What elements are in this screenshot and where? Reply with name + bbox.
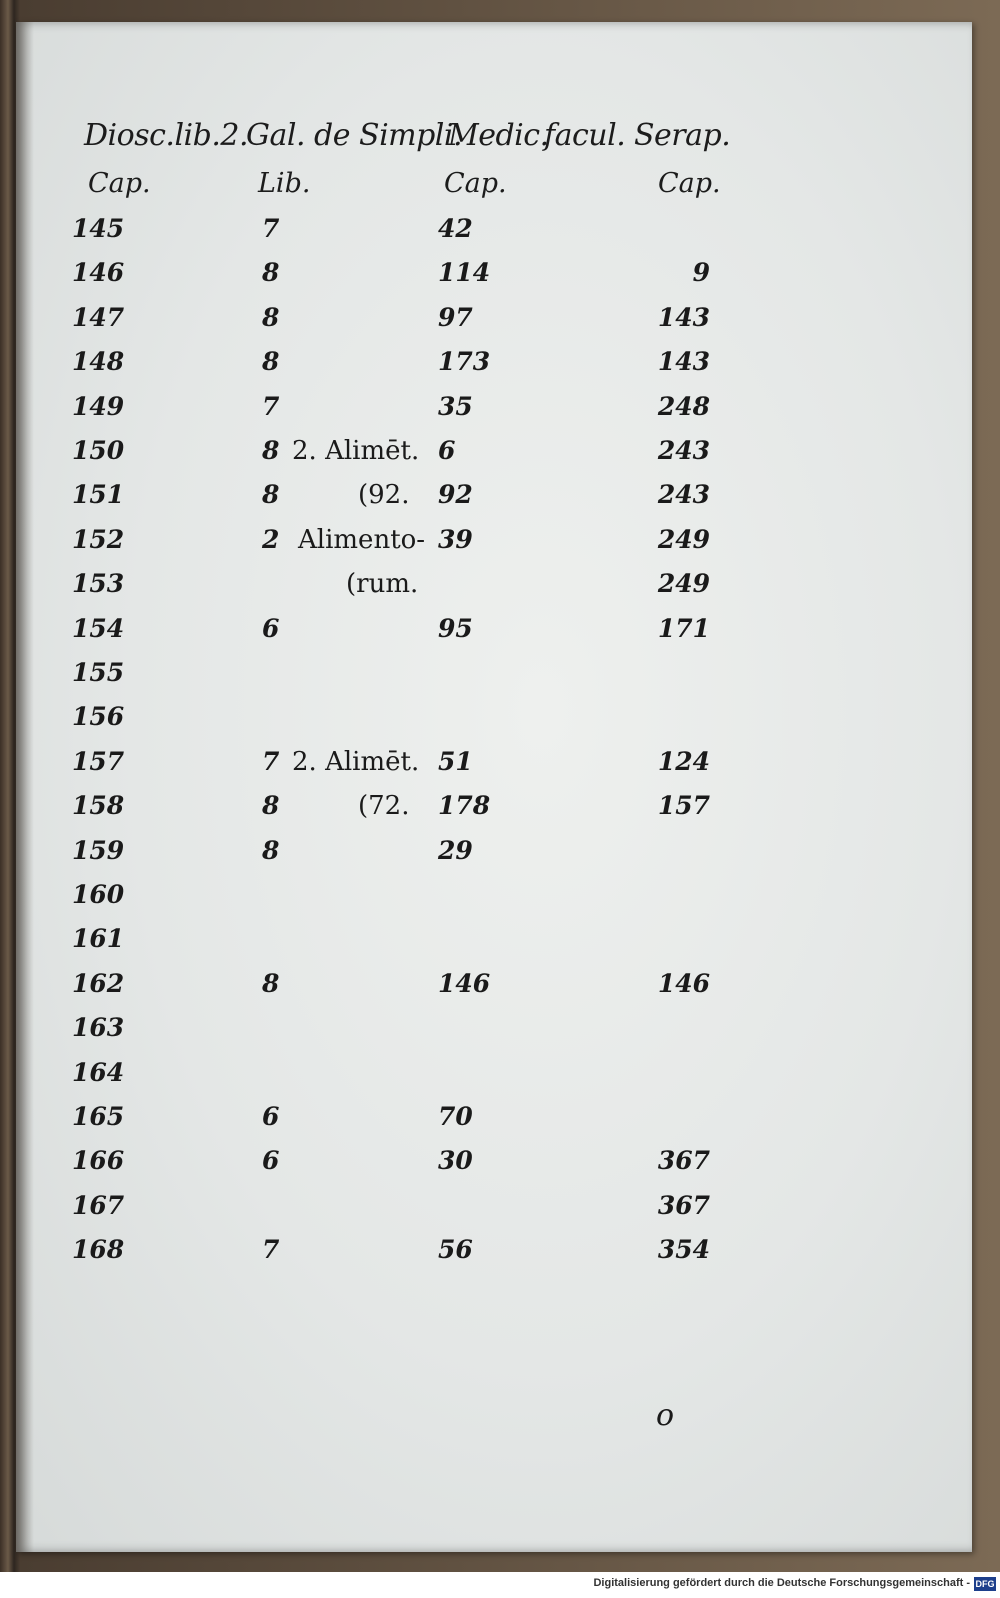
table-row xyxy=(0,702,1000,746)
header-facul: facul. xyxy=(544,118,626,153)
galen-chapter-cell: 97 xyxy=(438,302,473,332)
dios-chapter-cell: 157 xyxy=(72,746,125,776)
footer-bar xyxy=(0,1572,1000,1598)
dios-chapter-cell: 160 xyxy=(72,880,125,909)
table-row xyxy=(0,658,1000,702)
galen-book-cell: 8 xyxy=(262,968,280,998)
table-row xyxy=(0,924,1000,968)
subheader-serap-cap: Cap. xyxy=(658,168,721,199)
dios-chapter-cell: 155 xyxy=(72,658,125,687)
dios-chapter-cell: 161 xyxy=(72,924,125,954)
serapion-chapter-cell: 9 xyxy=(692,258,710,288)
galen-chapter-cell: 146 xyxy=(438,968,491,998)
galen-book-cell: 8 xyxy=(262,436,280,465)
galen-chapter-cell: 39 xyxy=(438,524,473,554)
subheader-lib: Lib. xyxy=(258,168,311,199)
alimentorum-note-cell: (rum. xyxy=(346,569,419,600)
alimentorum-note-cell: 2. Alimēt. xyxy=(292,746,420,777)
dios-chapter-cell: 159 xyxy=(72,835,125,865)
galen-chapter-cell: 35 xyxy=(438,391,473,421)
dios-chapter-cell: 165 xyxy=(72,1102,125,1131)
galen-book-cell: 7 xyxy=(262,391,280,421)
galen-chapter-cell: 178 xyxy=(438,791,491,821)
serapion-chapter-cell: 124 xyxy=(657,746,710,776)
dios-chapter-cell: 147 xyxy=(72,302,125,332)
dios-chapter-cell: 145 xyxy=(72,214,125,243)
table-row xyxy=(0,1191,1000,1235)
table-row xyxy=(0,392,1000,436)
header-medic: Medic. xyxy=(448,118,549,153)
serapion-chapter-cell: 143 xyxy=(657,347,710,377)
serapion-chapter-cell: 248 xyxy=(657,391,710,421)
table-row xyxy=(0,303,1000,347)
subheader-cap: Cap. xyxy=(444,168,507,199)
serapion-chapter-cell: 171 xyxy=(657,613,710,643)
table-row xyxy=(0,525,1000,569)
dios-chapter-cell: 168 xyxy=(72,1235,125,1265)
alimentorum-note-cell: 2. Alimēt. xyxy=(292,436,420,466)
table-row xyxy=(0,214,1000,258)
dios-chapter-cell: 154 xyxy=(72,613,125,643)
dios-chapter-cell: 148 xyxy=(72,347,125,377)
galen-book-cell: 7 xyxy=(262,746,280,776)
dios-chapter-cell: 167 xyxy=(72,1190,125,1220)
table-row xyxy=(0,1013,1000,1057)
table-row xyxy=(0,969,1000,1013)
galen-book-cell: 8 xyxy=(262,835,280,865)
galen-book-cell: 8 xyxy=(262,791,280,821)
galen-chapter-cell: 30 xyxy=(438,1146,473,1176)
galen-book-cell: 7 xyxy=(262,1235,280,1265)
serapion-chapter-cell: 367 xyxy=(657,1190,710,1220)
galen-chapter-cell: 95 xyxy=(438,613,473,643)
dios-chapter-cell: 162 xyxy=(72,968,125,998)
galen-book-cell: 6 xyxy=(262,1102,280,1131)
dios-chapter-cell: 146 xyxy=(72,258,125,288)
table-row xyxy=(0,258,1000,302)
galen-book-cell: 8 xyxy=(262,347,280,377)
table-row xyxy=(0,347,1000,391)
galen-book-cell: 8 xyxy=(262,258,280,288)
serapion-chapter-cell: 146 xyxy=(657,968,710,998)
dios-chapter-cell: 153 xyxy=(72,569,125,599)
galen-chapter-cell: 51 xyxy=(438,746,473,776)
dfg-logo: DFG xyxy=(975,1579,995,1589)
galen-chapter-cell: 6 xyxy=(438,436,456,465)
table-row xyxy=(0,436,1000,480)
dios-chapter-cell: 151 xyxy=(72,480,125,510)
serapion-chapter-cell: 243 xyxy=(657,436,710,465)
table-row xyxy=(0,1102,1000,1146)
dios-chapter-cell: 166 xyxy=(72,1146,125,1176)
galen-book-cell: 2 xyxy=(262,524,280,554)
serapion-chapter-cell: 143 xyxy=(657,302,710,332)
footer-credit: Digitalisierung gefördert durch die Deutsche Forschungsgemeinschaft - xyxy=(593,1577,970,1589)
header-galen: Gal. de Simpli. xyxy=(246,118,463,153)
galen-chapter-cell: 114 xyxy=(438,258,491,288)
galen-chapter-cell: 56 xyxy=(438,1235,473,1265)
serapion-chapter-cell: 367 xyxy=(657,1146,710,1176)
table-row xyxy=(0,1146,1000,1190)
serapion-chapter-cell: 249 xyxy=(657,569,710,599)
alimentorum-note-cell: (72. xyxy=(358,791,410,822)
table-row xyxy=(0,614,1000,658)
galen-book-cell: 8 xyxy=(262,302,280,332)
galen-chapter-cell: 173 xyxy=(438,347,491,377)
galen-chapter-cell: 92 xyxy=(438,480,473,510)
galen-book-cell: 8 xyxy=(262,480,280,510)
dios-chapter-cell: 163 xyxy=(72,1013,125,1043)
signature-mark: o xyxy=(656,1398,675,1433)
galen-chapter-cell: 42 xyxy=(438,214,473,243)
dios-chapter-cell: 156 xyxy=(72,702,125,732)
table-row xyxy=(0,791,1000,835)
table-row xyxy=(0,1058,1000,1102)
dios-chapter-cell: 164 xyxy=(72,1057,125,1087)
galen-book-cell: 7 xyxy=(262,214,280,243)
table-row xyxy=(0,836,1000,880)
serapion-chapter-cell: 354 xyxy=(657,1235,710,1265)
table-row xyxy=(0,880,1000,924)
dios-chapter-cell: 152 xyxy=(72,524,125,554)
header-serapion: Serap. xyxy=(634,118,731,153)
serapion-chapter-cell: 157 xyxy=(657,791,710,821)
dios-chapter-cell: 150 xyxy=(72,436,125,465)
table-row xyxy=(0,747,1000,791)
serapion-chapter-cell: 243 xyxy=(657,480,710,510)
alimentorum-note-cell: Alimento- xyxy=(298,524,426,555)
galen-chapter-cell: 70 xyxy=(438,1102,473,1131)
dios-chapter-cell: 149 xyxy=(72,391,125,421)
serapion-chapter-cell: 249 xyxy=(657,524,710,554)
galen-book-cell: 6 xyxy=(262,1146,280,1176)
table-row xyxy=(0,569,1000,613)
header-dioscorides: Diosc.lib.2. xyxy=(84,118,248,153)
galen-book-cell: 6 xyxy=(262,613,280,643)
subheader-dios-cap: Cap. xyxy=(88,168,151,199)
alimentorum-note-cell: (92. xyxy=(358,480,410,511)
galen-chapter-cell: 29 xyxy=(438,835,473,865)
dios-chapter-cell: 158 xyxy=(72,791,125,821)
table-row xyxy=(0,1235,1000,1279)
table-row xyxy=(0,480,1000,524)
